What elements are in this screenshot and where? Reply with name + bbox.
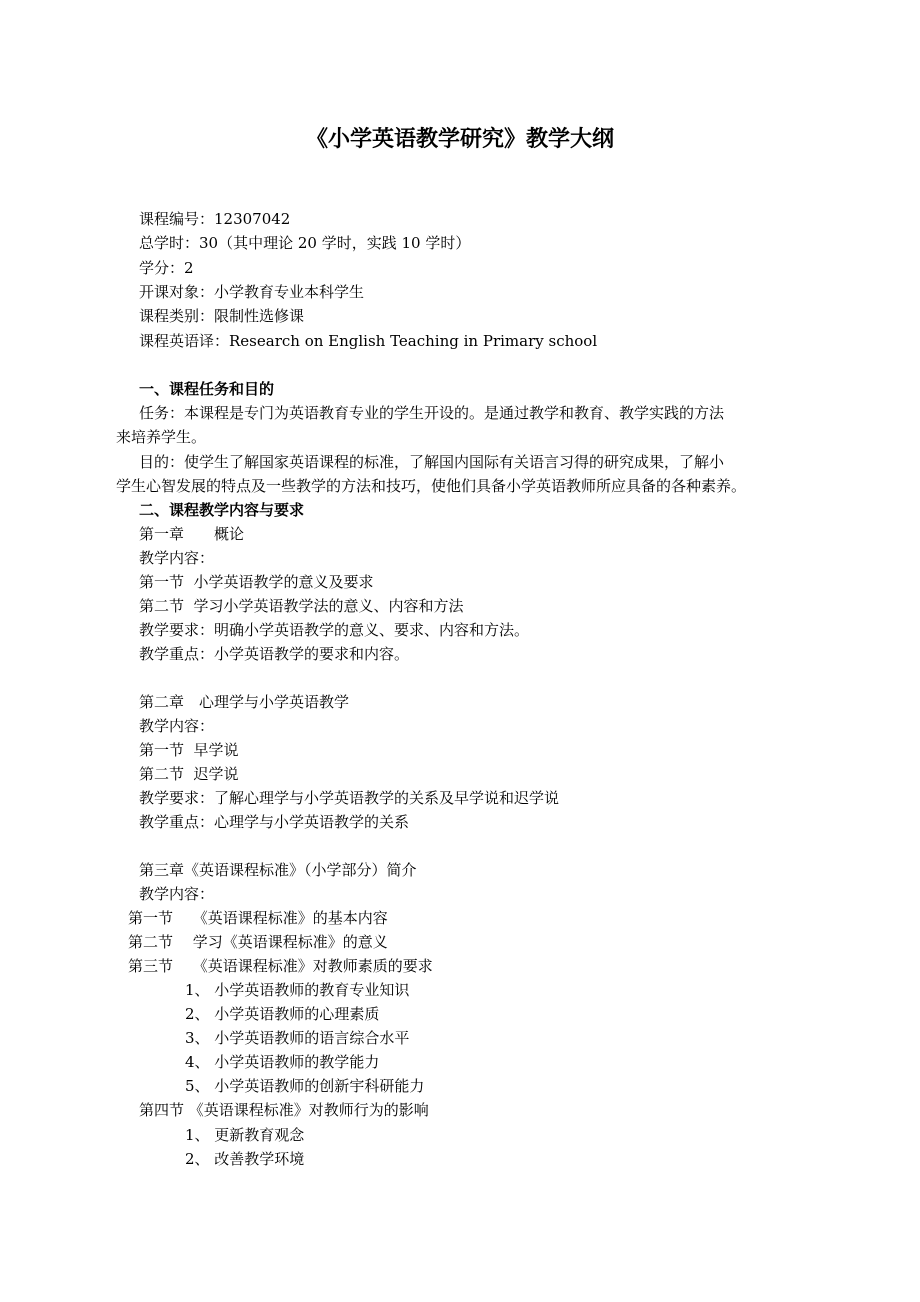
line: 教学要求：了解心理学与小学英语教学的关系及早学说和迟学说 <box>139 789 560 807</box>
line: 教学内容： <box>139 549 215 567</box>
audience: 开课对象：小学教育专业本科学生 <box>139 283 365 301</box>
line: 教学要求：明确小学英语教学的意义、要求、内容和方法。 <box>139 621 530 639</box>
course-code: 课程编号：12307042 <box>139 210 291 228</box>
line: 第一节 早学说 <box>139 741 239 759</box>
paragraph-line: 来培养学生。 <box>116 428 207 446</box>
list-item: 1、 更新教育观念 <box>185 1126 305 1144</box>
line: 第四节 《英语课程标准》对教师行为的影响 <box>139 1101 429 1119</box>
list-item: 4、 小学英语教师的教学能力 <box>185 1053 380 1071</box>
line: 教学内容： <box>139 717 215 735</box>
line: 教学重点：心理学与小学英语教学的关系 <box>139 813 410 831</box>
paragraph-line: 学生心智发展的特点及一些教学的方法和技巧，使他们具备小学英语教师所应具备的各种素养。 <box>116 477 747 495</box>
list-item: 2、 改善教学环境 <box>185 1150 305 1168</box>
list-item: 1、 小学英语教师的教育专业知识 <box>185 981 410 999</box>
paragraph-line: 任务：本课程是专门为英语教育专业的学生开设的。是通过教学和教育、教学实践的方法 <box>139 404 725 422</box>
line: 第三节 《英语课程标准》对教师素质的要求 <box>128 957 433 975</box>
chapter-title: 第二章 心理学与小学英语教学 <box>139 693 350 711</box>
total-hours: 总学时：30（其中理论 20 学时，实践 10 学时） <box>139 234 471 252</box>
line: 第二节 学习《英语课程标准》的意义 <box>128 933 388 951</box>
line: 第二节 迟学说 <box>139 765 239 783</box>
chapter-title: 第三章《英语课程标准》（小学部分）简介 <box>139 861 417 879</box>
document-title: 《小学英语教学研究》教学大纲 <box>305 127 614 152</box>
chapter-title: 第一章 概论 <box>139 525 245 543</box>
section-heading: 二、课程教学内容与要求 <box>139 501 305 519</box>
line: 第一节 《英语课程标准》的基本内容 <box>128 909 388 927</box>
course-type: 课程类别：限制性选修课 <box>139 307 305 325</box>
paragraph-line: 目的：使学生了解国家英语课程的标准，了解国内国际有关语言习得的研究成果，了解小 <box>139 453 725 471</box>
line: 教学内容： <box>139 885 215 903</box>
credits: 学分：2 <box>139 259 194 277</box>
line: 教学重点：小学英语教学的要求和内容。 <box>139 645 410 663</box>
list-item: 2、 小学英语教师的心理素质 <box>185 1005 380 1023</box>
line: 第一节 小学英语教学的意义及要求 <box>139 573 374 591</box>
section-heading: 一、课程任务和目的 <box>139 380 275 398</box>
list-item: 3、 小学英语教师的语言综合水平 <box>185 1029 410 1047</box>
line: 第二节 学习小学英语教学法的意义、内容和方法 <box>139 597 464 615</box>
english-title: 课程英语译：Research on English Teaching in Primary school <box>139 332 598 350</box>
list-item: 5、 小学英语教师的创新宇科研能力 <box>185 1077 425 1095</box>
